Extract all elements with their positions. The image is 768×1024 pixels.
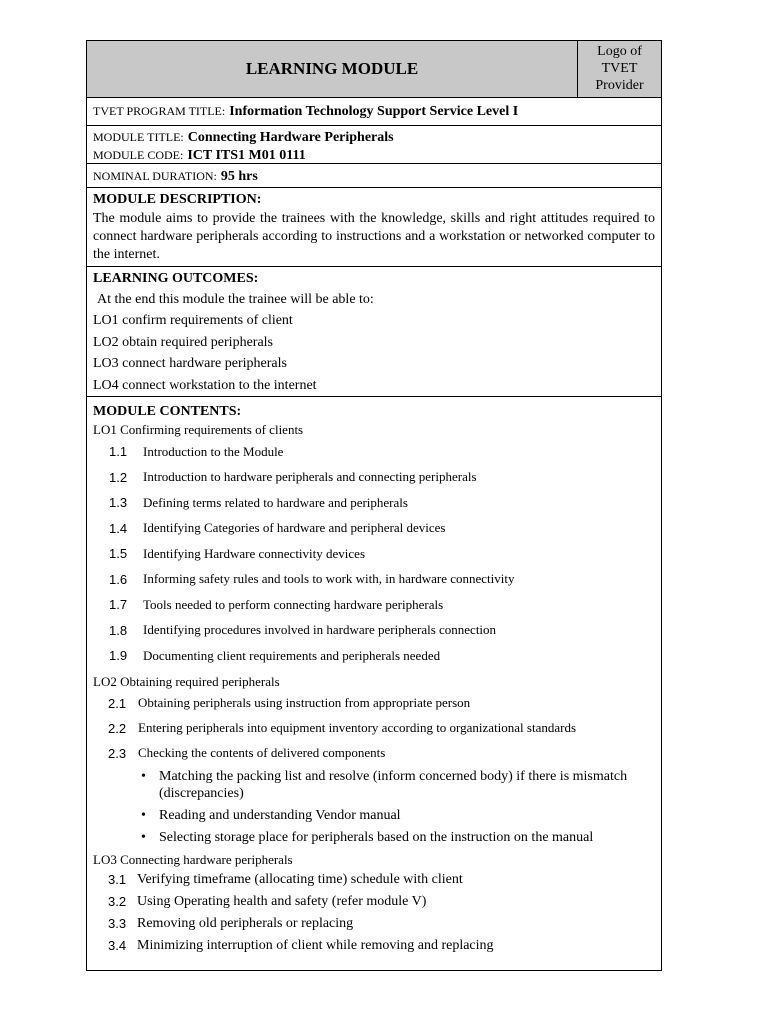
- nominal-duration-row: [87, 163, 661, 187]
- content-item: [93, 439, 655, 465]
- item-number: 1.6: [109, 571, 128, 587]
- content-item: [93, 716, 655, 741]
- item-text: Obtaining peripherals using instruction from appropriate person: [138, 695, 471, 710]
- item-number: 1.7: [109, 597, 128, 613]
- outcome-item: LO1 confirm requirements of client: [93, 313, 293, 328]
- content-item: [93, 516, 655, 542]
- item-number: 1.4: [109, 520, 128, 536]
- item-text: Informing safety rules and tools to work with, in hardware connectivity: [143, 571, 515, 587]
- outcome-item: LO3 connect hardware peripherals: [93, 356, 287, 371]
- item-number: 2.3: [108, 745, 127, 761]
- content-item: [93, 541, 655, 567]
- item-text: Identifying Categories of hardware and peripheral devices: [143, 520, 446, 536]
- content-item: [93, 869, 655, 891]
- content-item: [93, 891, 655, 913]
- content-item: [93, 592, 655, 618]
- program-title-row: [87, 97, 661, 125]
- item-text: Tools needed to perform connecting hardware peripherals: [143, 596, 444, 612]
- content-item: [93, 618, 655, 644]
- item-number: 2.2: [108, 720, 127, 736]
- lo3-heading: LO3 Connecting hardware peripherals: [93, 851, 293, 867]
- module-header-row: [87, 41, 661, 97]
- module-heading: LEARNING MODULE: [245, 59, 419, 78]
- bullet-item: • Reading and understanding Vendor manual: [93, 807, 655, 824]
- item-number: 3.4: [108, 938, 127, 953]
- content-item: [93, 691, 655, 716]
- content-item: [93, 935, 655, 957]
- module-title-value: Connecting Hardware Peripherals: [187, 130, 394, 145]
- content-item: [93, 643, 655, 669]
- outcomes-intro: At the end this module the trainee will be able to:: [97, 292, 374, 307]
- module-description-section: [87, 187, 661, 266]
- item-number: 1.8: [109, 622, 128, 638]
- module-title-row: [87, 125, 661, 163]
- item-text: Using Operating health and safety (refer module V): [137, 893, 427, 909]
- item-text: Introduction to hardware peripherals and connecting peripherals: [143, 469, 477, 485]
- content-item: [93, 913, 655, 935]
- logo-text-line: Provider: [595, 78, 644, 93]
- learning-module-table: [86, 40, 662, 971]
- item-number: 1.3: [109, 495, 128, 511]
- outcome-item: LO4 connect workstation to the internet: [93, 377, 317, 393]
- item-text: Identifying Hardware connectivity devices: [143, 545, 365, 561]
- item-number: 3.2: [108, 894, 127, 909]
- outcome-item: LO2 obtain required peripherals: [93, 334, 273, 350]
- item-number: 1.9: [109, 648, 128, 664]
- contents-heading: MODULE CONTENTS:: [93, 404, 242, 419]
- item-text: Minimizing interruption of client while removing and replacing: [137, 937, 494, 953]
- item-number: 1.2: [109, 469, 128, 485]
- item-text: Removing old peripherals or replacing: [137, 915, 354, 931]
- item-text: Defining terms related to hardware and peripherals: [143, 494, 408, 510]
- content-item: [93, 567, 655, 593]
- module-title-label: MODULE TITLE:: [93, 130, 184, 144]
- bullet-list: [93, 768, 655, 846]
- bullet-item: • Matching the packing list and resolve (inform concerned body) if there is mismatch (discrepancies): [93, 768, 655, 802]
- module-contents-section: [87, 396, 661, 970]
- logo-text-line: TVET: [601, 61, 638, 76]
- learning-outcomes-section: [87, 266, 661, 396]
- item-text: Identifying procedures involved in hardware peripherals connection: [143, 622, 497, 638]
- lo2-heading: LO2 Obtaining required peripherals: [93, 673, 280, 689]
- outcomes-heading: LEARNING OUTCOMES:: [93, 271, 259, 286]
- module-code-label: MODULE CODE:: [93, 148, 184, 162]
- item-number: 1.1: [109, 444, 128, 460]
- program-title-value: Information Technology Support Service Level I: [229, 104, 519, 119]
- item-text: Introduction to the Module: [143, 443, 284, 459]
- item-text: Checking the contents of delivered components: [138, 745, 386, 760]
- description-text: The module aims to provide the trainees with the knowledge, skills and right attitudes required to connect hardware peripherals according to instructions and a workstation or networked computer to the internet.: [93, 211, 655, 262]
- item-text: Verifying timeframe (allocating time) schedule with client: [137, 871, 463, 887]
- item-text: Documenting client requirements and peripherals needed: [143, 647, 441, 663]
- item-text: Entering peripherals into equipment inventory according to organizational standards: [138, 720, 577, 735]
- item-number: 3.3: [108, 916, 127, 931]
- item-number: 3.1: [108, 872, 127, 887]
- item-number: 1.5: [109, 546, 128, 562]
- provider-logo-placeholder: [577, 41, 661, 97]
- duration-value: 95 hrs: [220, 169, 258, 184]
- bullet-item: • Selecting storage place for peripherals based on the instruction on the manual: [93, 829, 655, 846]
- content-item: [93, 490, 655, 516]
- logo-text-line: Logo of: [597, 44, 642, 59]
- item-number: 2.1: [108, 695, 127, 711]
- content-item: [93, 741, 655, 766]
- content-item: [93, 465, 655, 491]
- module-code-value: ICT ITS1 M01 0111: [187, 148, 306, 163]
- program-title-label: TVET PROGRAM TITLE:: [93, 104, 226, 118]
- duration-label: NOMINAL DURATION:: [93, 169, 217, 183]
- description-heading: MODULE DESCRIPTION:: [93, 192, 262, 207]
- lo1-heading: LO1 Confirming requirements of clients: [93, 422, 304, 437]
